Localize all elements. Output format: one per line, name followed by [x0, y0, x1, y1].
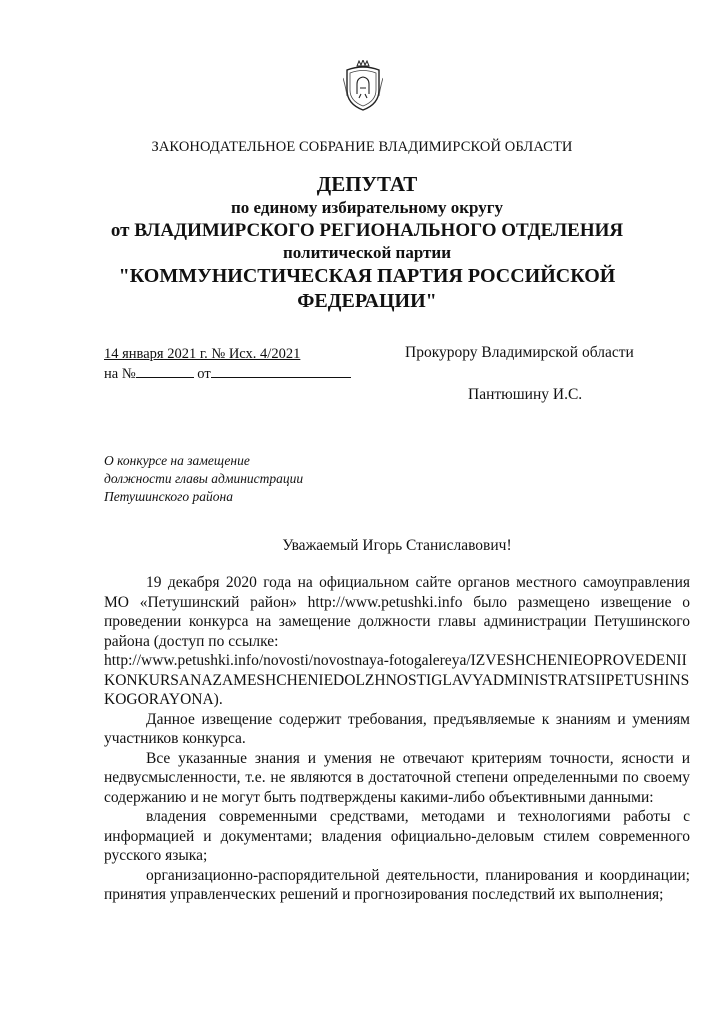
branch-line: от ВЛАДИМИРСКОГО РЕГИОНАЛЬНОГО ОТДЕЛЕНИЯ: [110, 219, 624, 241]
letter-subject: [104, 452, 303, 507]
subject-line: О конкурсе на замещение: [104, 453, 250, 468]
registration-block: [104, 345, 351, 384]
party-label-line: политической партии: [282, 243, 452, 263]
body-paragraph: организационно-распорядительной деятельности, планирования и координации; принятия управленческих решений и прогнозирования последствий их выполнения;: [104, 866, 690, 903]
notice-link: http://www.petushki.info/novosti/novostnaya-fotogalereya/IZVESHCHENIEOPROVEDENIIKONKURSANAZAMESHCHENIEDOLZHNOSTIGLAVYADMINISTRATSIIPETUSHINSKOGORAYONA).: [104, 652, 690, 708]
outgoing-number: 14 января 2021 г. № Исх. 4/2021: [104, 346, 301, 362]
body-paragraph: владения современными средствами, методами и технологиями работы с информацией и документами; владения официально-деловым стилем современного русского языка;: [104, 808, 690, 864]
reply-number-blank: [136, 364, 194, 378]
addressee-position: Прокурору Владимирской области: [405, 344, 634, 361]
organization-name: ЗАКОНОДАТЕЛЬНОЕ СОБРАНИЕ ВЛАДИМИРСКОЙ ОБЛАСТИ: [151, 139, 573, 155]
letter-body: [104, 573, 690, 905]
body-paragraph: Все указанные знания и умения не отвечают критериям точности, ясности и недвусмысленности, т.е. не являются в достаточной степени определенными по своему содержанию и не могут быть подтверждены какими-либо объективными данными:: [104, 749, 690, 806]
reply-reference: [104, 364, 351, 384]
deputy-title: ДЕПУТАТ: [316, 172, 418, 196]
body-paragraph: Данное извещение содержит требования, предъявляемые к знаниям и умениям участников конкурса.: [104, 710, 690, 747]
salutation: Уважаемый Игорь Станиславович!: [282, 537, 512, 554]
deputy-title-block: [80, 171, 654, 314]
subject-line: должности главы администрации: [104, 471, 304, 487]
body-paragraph: 19 декабря 2020 года на официальном сайте органов местного самоуправления МО «Петушинский район» http://www.petushki.info было размещено извещение о проведении конкурса на замещение должности главы администрации Петушинского района (доступ по ссылке:: [104, 574, 690, 650]
coat-of-arms-icon: [343, 60, 383, 112]
subject-line: Петушинского района: [104, 489, 233, 505]
reply-prefix: на №: [104, 365, 136, 382]
reply-date-blank: [211, 364, 351, 378]
constituency-line: по единому избирательному округу: [231, 198, 503, 218]
reply-from: от: [197, 365, 211, 382]
addressee-name: Пантюшину И.С.: [468, 386, 583, 403]
party-name-line: "КОММУНИСТИЧЕСКАЯ ПАРТИЯ РОССИЙСКОЙ ФЕДЕРАЦИИ": [118, 264, 616, 312]
